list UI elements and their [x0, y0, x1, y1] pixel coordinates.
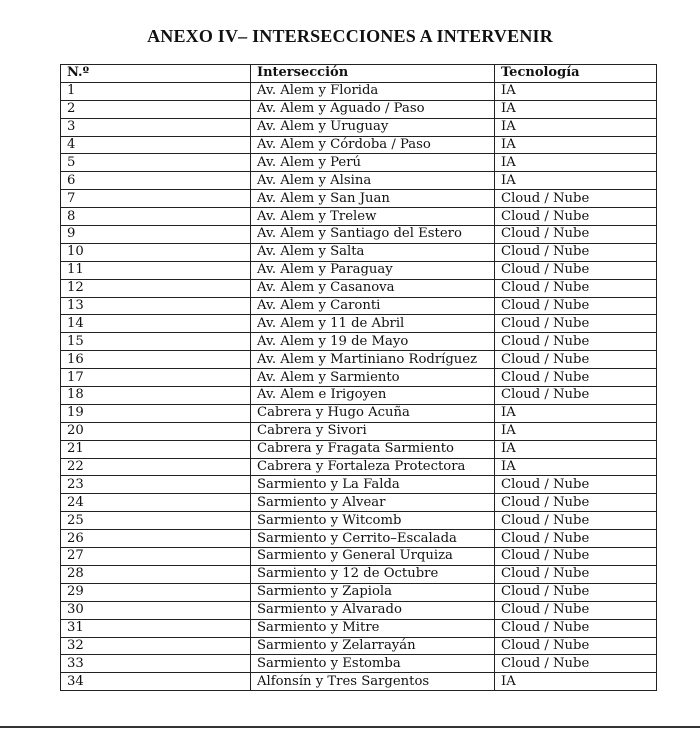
row-number-cell: 30: [61, 601, 251, 619]
row-number-cell: 23: [61, 476, 251, 494]
row-technology-cell: Cloud / Nube: [495, 512, 657, 530]
table-row: [61, 208, 657, 226]
row-number-cell: 12: [61, 279, 251, 297]
row-number-cell: 3: [61, 118, 251, 136]
table-row: [61, 673, 657, 691]
row-technology-cell: Cloud / Nube: [495, 655, 657, 673]
header-technology: Tecnología: [495, 65, 657, 83]
row-technology-cell: Cloud / Nube: [495, 530, 657, 548]
row-intersection-cell: Av. Alem e Irigoyen: [251, 387, 495, 405]
row-intersection-cell: Av. Alem y Santiago del Estero: [251, 226, 495, 244]
row-intersection-cell: Av. Alem y 19 de Mayo: [251, 333, 495, 351]
row-number-cell: 18: [61, 387, 251, 405]
row-number-cell: 25: [61, 512, 251, 530]
row-number-cell: 26: [61, 530, 251, 548]
table-row: [61, 548, 657, 566]
row-technology-cell: Cloud / Nube: [495, 387, 657, 405]
row-intersection-cell: Av. Alem y Casanova: [251, 279, 495, 297]
row-intersection-cell: Av. Alem y San Juan: [251, 190, 495, 208]
table-row: [61, 297, 657, 315]
row-intersection-cell: Sarmiento y General Urquiza: [251, 548, 495, 566]
table-row: [61, 494, 657, 512]
table-row: [61, 315, 657, 333]
row-technology-cell: Cloud / Nube: [495, 637, 657, 655]
row-number-cell: 9: [61, 226, 251, 244]
row-number-cell: 6: [61, 172, 251, 190]
row-technology-cell: IA: [495, 458, 657, 476]
table-row: [61, 655, 657, 673]
table-body: [61, 82, 657, 690]
row-intersection-cell: Sarmiento y 12 de Octubre: [251, 565, 495, 583]
row-number-cell: 24: [61, 494, 251, 512]
row-intersection-cell: Av. Alem y Uruguay: [251, 118, 495, 136]
row-intersection-cell: Av. Alem y Martiniano Rodríguez: [251, 351, 495, 369]
row-technology-cell: IA: [495, 82, 657, 100]
row-intersection-cell: Sarmiento y La Falda: [251, 476, 495, 494]
row-number-cell: 34: [61, 673, 251, 691]
row-technology-cell: Cloud / Nube: [495, 190, 657, 208]
row-technology-cell: IA: [495, 136, 657, 154]
table-row: [61, 279, 657, 297]
row-intersection-cell: Av. Alem y Córdoba / Paso: [251, 136, 495, 154]
table-row: [61, 100, 657, 118]
row-technology-cell: Cloud / Nube: [495, 476, 657, 494]
row-technology-cell: Cloud / Nube: [495, 243, 657, 261]
table-row: [61, 243, 657, 261]
table-row: [61, 565, 657, 583]
header-intersection: Intersección: [251, 65, 495, 83]
row-technology-cell: IA: [495, 422, 657, 440]
row-intersection-cell: Cabrera y Sivori: [251, 422, 495, 440]
row-number-cell: 19: [61, 404, 251, 422]
row-technology-cell: Cloud / Nube: [495, 565, 657, 583]
row-number-cell: 31: [61, 619, 251, 637]
row-technology-cell: Cloud / Nube: [495, 369, 657, 387]
row-technology-cell: IA: [495, 154, 657, 172]
row-intersection-cell: Sarmiento y Zapiola: [251, 583, 495, 601]
row-number-cell: 20: [61, 422, 251, 440]
row-technology-cell: Cloud / Nube: [495, 261, 657, 279]
row-technology-cell: IA: [495, 440, 657, 458]
row-technology-cell: Cloud / Nube: [495, 333, 657, 351]
row-intersection-cell: Av. Alem y Florida: [251, 82, 495, 100]
row-technology-cell: IA: [495, 100, 657, 118]
row-technology-cell: IA: [495, 172, 657, 190]
row-technology-cell: Cloud / Nube: [495, 619, 657, 637]
row-intersection-cell: Av. Alem y Aguado / Paso: [251, 100, 495, 118]
row-intersection-cell: Sarmiento y Witcomb: [251, 512, 495, 530]
table-row: [61, 226, 657, 244]
row-technology-cell: Cloud / Nube: [495, 494, 657, 512]
row-intersection-cell: Av. Alem y Alsina: [251, 172, 495, 190]
row-technology-cell: Cloud / Nube: [495, 315, 657, 333]
row-number-cell: 17: [61, 369, 251, 387]
document-title: ANEXO IV– INTERSECCIONES A INTERVENIR: [147, 26, 553, 46]
table-row: [61, 387, 657, 405]
table-row: [61, 422, 657, 440]
row-number-cell: 13: [61, 297, 251, 315]
row-intersection-cell: Av. Alem y Sarmiento: [251, 369, 495, 387]
row-technology-cell: Cloud / Nube: [495, 351, 657, 369]
table-row: [61, 601, 657, 619]
table-row: [61, 583, 657, 601]
row-intersection-cell: Sarmiento y Alvear: [251, 494, 495, 512]
row-number-cell: 22: [61, 458, 251, 476]
intersections-table: [60, 64, 657, 691]
row-intersection-cell: Sarmiento y Cerrito–Escalada: [251, 530, 495, 548]
table-row: [61, 172, 657, 190]
table-row: [61, 619, 657, 637]
row-technology-cell: Cloud / Nube: [495, 208, 657, 226]
row-technology-cell: Cloud / Nube: [495, 279, 657, 297]
row-number-cell: 27: [61, 548, 251, 566]
table-row: [61, 404, 657, 422]
table-header-row: [61, 65, 657, 83]
row-number-cell: 16: [61, 351, 251, 369]
header-number: N.º: [61, 65, 251, 83]
row-number-cell: 1: [61, 82, 251, 100]
row-technology-cell: IA: [495, 404, 657, 422]
row-number-cell: 33: [61, 655, 251, 673]
row-number-cell: 2: [61, 100, 251, 118]
row-number-cell: 8: [61, 208, 251, 226]
row-number-cell: 7: [61, 190, 251, 208]
row-number-cell: 4: [61, 136, 251, 154]
row-number-cell: 11: [61, 261, 251, 279]
row-intersection-cell: Av. Alem y 11 de Abril: [251, 315, 495, 333]
row-intersection-cell: Av. Alem y Trelew: [251, 208, 495, 226]
row-number-cell: 32: [61, 637, 251, 655]
row-technology-cell: Cloud / Nube: [495, 297, 657, 315]
table-row: [61, 333, 657, 351]
table-row: [61, 82, 657, 100]
row-intersection-cell: Alfonsín y Tres Sargentos: [251, 673, 495, 691]
row-intersection-cell: Cabrera y Fragata Sarmiento: [251, 440, 495, 458]
table-row: [61, 530, 657, 548]
row-intersection-cell: Cabrera y Hugo Acuña: [251, 404, 495, 422]
table-row: [61, 512, 657, 530]
row-intersection-cell: Av. Alem y Salta: [251, 243, 495, 261]
table-row: [61, 190, 657, 208]
row-intersection-cell: Sarmiento y Alvarado: [251, 601, 495, 619]
row-number-cell: 21: [61, 440, 251, 458]
table-row: [61, 440, 657, 458]
table-row: [61, 154, 657, 172]
table-row: [61, 351, 657, 369]
row-number-cell: 10: [61, 243, 251, 261]
row-technology-cell: IA: [495, 673, 657, 691]
table-row: [61, 261, 657, 279]
bottom-divider: [0, 726, 700, 728]
table-row: [61, 118, 657, 136]
row-number-cell: 28: [61, 565, 251, 583]
table-row: [61, 369, 657, 387]
row-number-cell: 14: [61, 315, 251, 333]
row-technology-cell: Cloud / Nube: [495, 601, 657, 619]
row-intersection-cell: Sarmiento y Mitre: [251, 619, 495, 637]
row-intersection-cell: Av. Alem y Caronti: [251, 297, 495, 315]
row-technology-cell: Cloud / Nube: [495, 548, 657, 566]
row-technology-cell: Cloud / Nube: [495, 583, 657, 601]
table-row: [61, 637, 657, 655]
row-intersection-cell: Sarmiento y Estomba: [251, 655, 495, 673]
row-number-cell: 15: [61, 333, 251, 351]
row-intersection-cell: Cabrera y Fortaleza Protectora: [251, 458, 495, 476]
row-technology-cell: Cloud / Nube: [495, 226, 657, 244]
table-row: [61, 458, 657, 476]
row-intersection-cell: Av. Alem y Perú: [251, 154, 495, 172]
row-number-cell: 5: [61, 154, 251, 172]
table-row: [61, 136, 657, 154]
table-row: [61, 476, 657, 494]
row-number-cell: 29: [61, 583, 251, 601]
row-technology-cell: IA: [495, 118, 657, 136]
row-intersection-cell: Sarmiento y Zelarrayán: [251, 637, 495, 655]
row-intersection-cell: Av. Alem y Paraguay: [251, 261, 495, 279]
